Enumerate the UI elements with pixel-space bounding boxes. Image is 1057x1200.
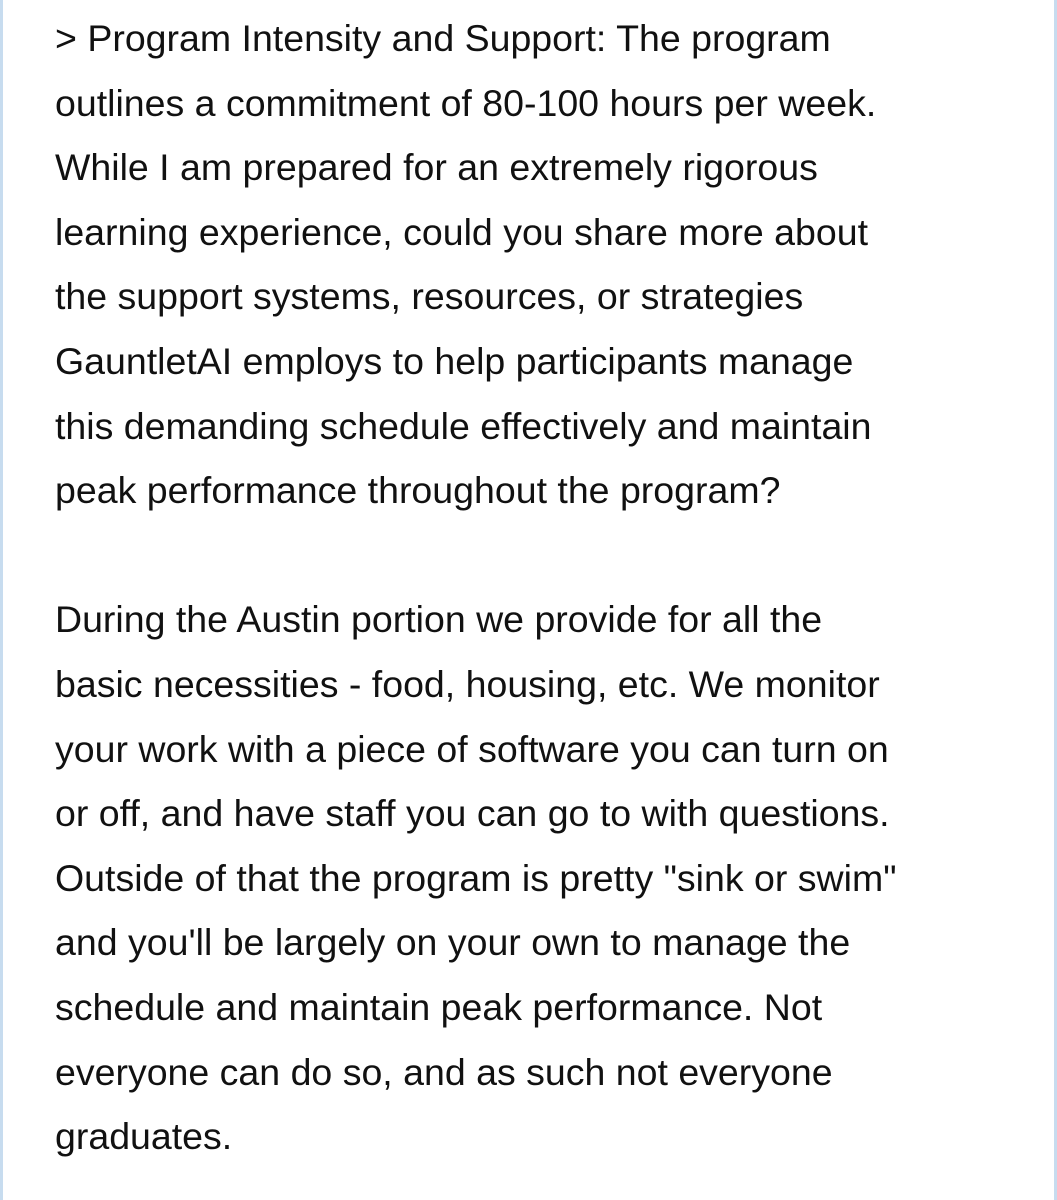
reply-line: and you'll be largely on your own to manage the [55, 921, 851, 964]
reply-line: During the Austin portion we provide for all the [55, 598, 823, 641]
reply-line: basic necessities - food, housing, etc. We monitor [55, 662, 880, 705]
quoted-line: outlines a commitment of 80-100 hours per week. [55, 81, 877, 124]
reply-line: your work with a piece of software you can turn on [55, 727, 889, 770]
reply-paragraph [55, 587, 1045, 1168]
reply-line: graduates. [55, 1115, 233, 1158]
email-body [55, 6, 1045, 1169]
reply-line: schedule and maintain peak performance. Not [55, 985, 823, 1028]
quoted-line: learning experience, could you share more about [55, 210, 869, 253]
reply-line: or off, and have staff you can go to with questions. [55, 792, 890, 835]
reply-line: Outside of that the program is pretty "sink or swim" [55, 856, 897, 899]
quoted-line: peak performance throughout the program? [55, 469, 781, 512]
paragraph-spacer [55, 523, 1045, 588]
quoted-line: the support systems, resources, or strategies [55, 275, 804, 318]
quoted-question [55, 6, 1045, 523]
quoted-line: this demanding schedule effectively and maintain [55, 404, 872, 447]
quoted-line: > Program Intensity and Support: The program [55, 17, 831, 59]
reply-line: everyone can do so, and as such not everyone [55, 1050, 833, 1093]
quoted-line: While I am prepared for an extremely rigorous [55, 146, 818, 189]
left-border [0, 0, 3, 1200]
quoted-line: GauntletAI employs to help participants manage [55, 339, 854, 382]
